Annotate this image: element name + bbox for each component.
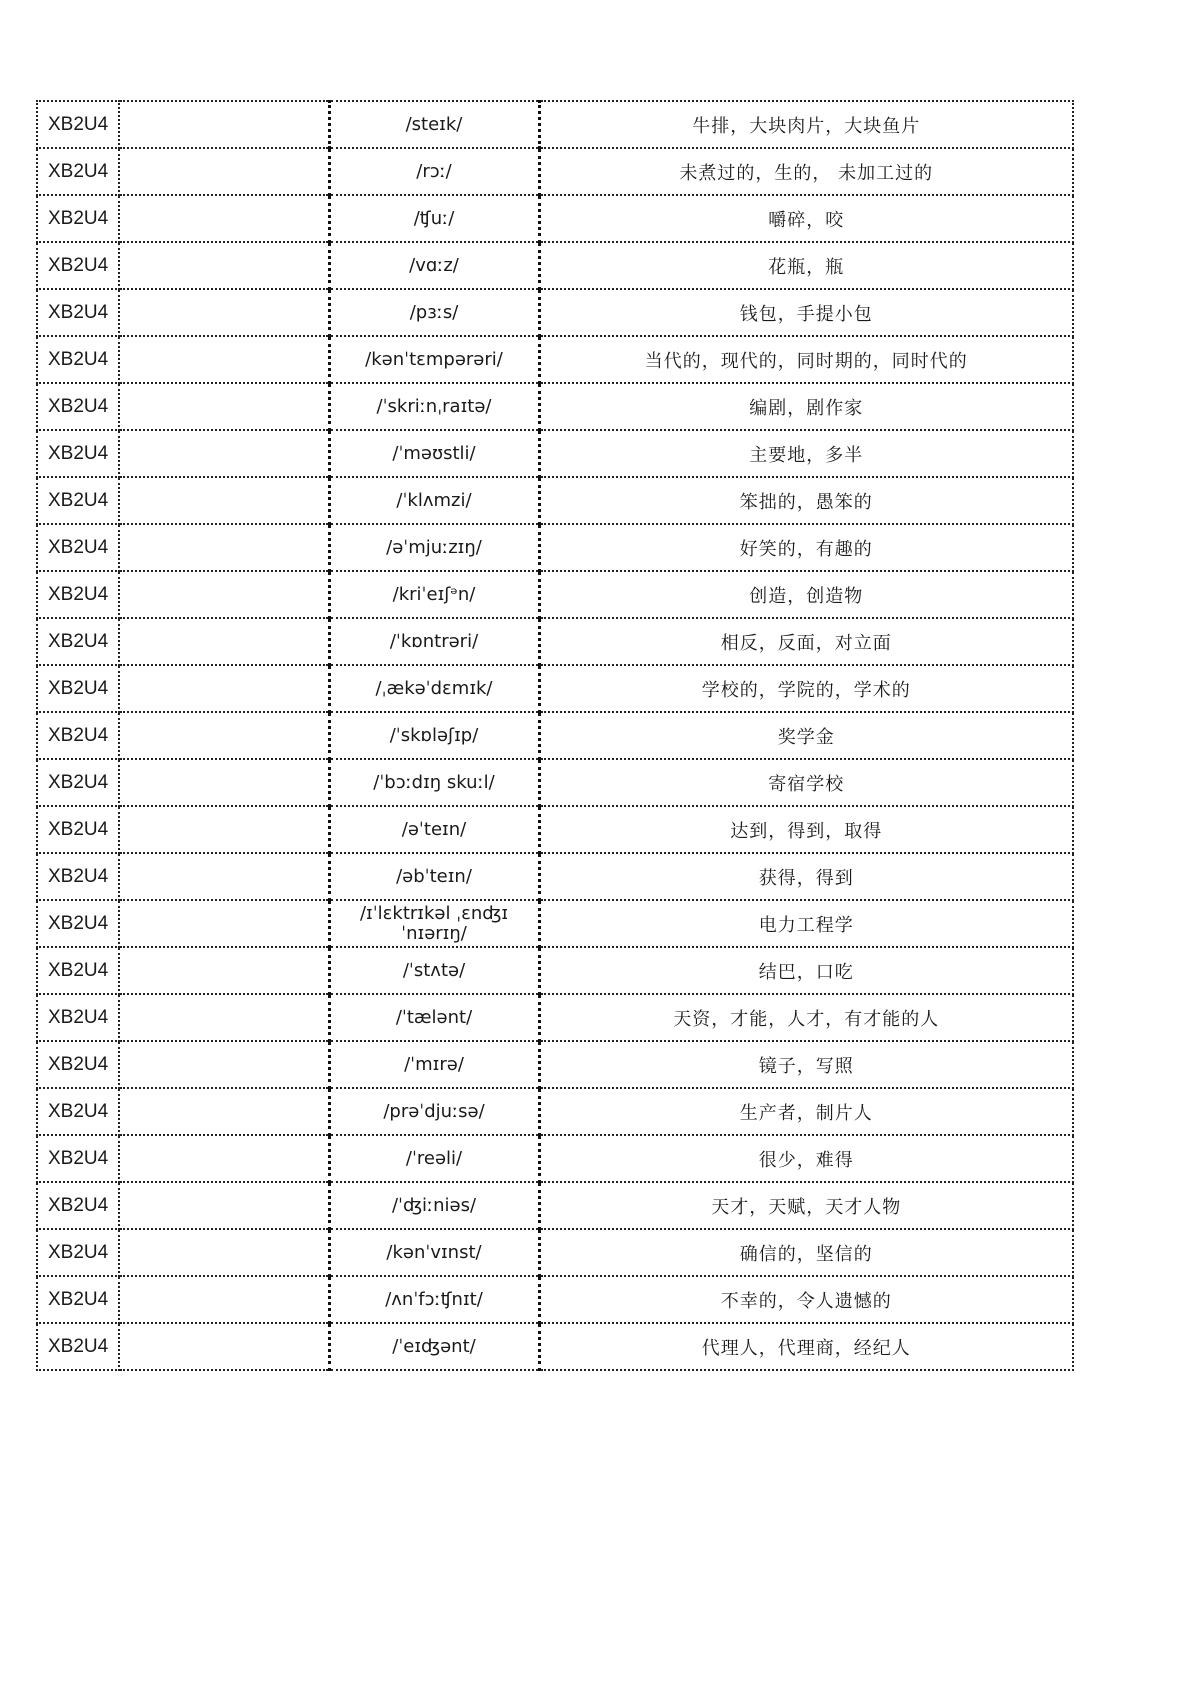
word-cell: [119, 148, 329, 195]
unit-code-cell: XB2U4: [37, 853, 119, 900]
table-row: [37, 101, 1073, 148]
table-row: [37, 430, 1073, 477]
meaning-cell: 生产者，制片人: [539, 1088, 1073, 1135]
vocabulary-table-body: [37, 101, 1073, 1370]
meaning-cell: 获得，得到: [539, 853, 1073, 900]
unit-code-cell: XB2U4: [37, 242, 119, 289]
meaning-cell: 确信的，坚信的: [539, 1229, 1073, 1276]
word-cell: [119, 712, 329, 759]
unit-code-cell: XB2U4: [37, 947, 119, 994]
phonetic-cell: /kriˈeɪʃᵊn/: [329, 571, 539, 618]
table-row: [37, 947, 1073, 994]
meaning-cell: 很少，难得: [539, 1135, 1073, 1182]
phonetic-cell: /ʌnˈfɔːʧnɪt/: [329, 1276, 539, 1323]
meaning-cell: 笨拙的，愚笨的: [539, 477, 1073, 524]
table-row: [37, 524, 1073, 571]
unit-code-cell: XB2U4: [37, 1229, 119, 1276]
phonetic-cell: /ˌækəˈdɛmɪk/: [329, 665, 539, 712]
word-cell: [119, 759, 329, 806]
phonetic-cell: /ˈklʌmzi/: [329, 477, 539, 524]
word-cell: [119, 1041, 329, 1088]
unit-code-cell: XB2U4: [37, 571, 119, 618]
meaning-cell: 奖学金: [539, 712, 1073, 759]
word-cell: [119, 524, 329, 571]
meaning-cell: 牛排，大块肉片，大块鱼片: [539, 101, 1073, 148]
table-row: [37, 1323, 1073, 1370]
unit-code-cell: XB2U4: [37, 477, 119, 524]
phonetic-cell: /ˈskriːnˌraɪtə/: [329, 383, 539, 430]
word-cell: [119, 806, 329, 853]
phonetic-cell: /ˈstʌtə/: [329, 947, 539, 994]
meaning-cell: 寄宿学校: [539, 759, 1073, 806]
unit-code-cell: XB2U4: [37, 524, 119, 571]
meaning-cell: 达到，得到，取得: [539, 806, 1073, 853]
meaning-cell: 不幸的，令人遗憾的: [539, 1276, 1073, 1323]
meaning-cell: 镜子，写照: [539, 1041, 1073, 1088]
table-row: [37, 665, 1073, 712]
unit-code-cell: XB2U4: [37, 1135, 119, 1182]
table-row: [37, 900, 1073, 947]
unit-code-cell: XB2U4: [37, 994, 119, 1041]
word-cell: [119, 430, 329, 477]
phonetic-cell: /ʧuː/: [329, 195, 539, 242]
phonetic-cell: /ˈməʊstli/: [329, 430, 539, 477]
word-cell: [119, 618, 329, 665]
phonetic-cell: /əˈteɪn/: [329, 806, 539, 853]
unit-code-cell: XB2U4: [37, 383, 119, 430]
word-cell: [119, 853, 329, 900]
unit-code-cell: XB2U4: [37, 1182, 119, 1229]
phonetic-cell: /ˈbɔːdɪŋ skuːl/: [329, 759, 539, 806]
table-row: [37, 336, 1073, 383]
phonetic-cell: /rɔː/: [329, 148, 539, 195]
word-cell: [119, 195, 329, 242]
table-row: [37, 571, 1073, 618]
phonetic-cell: /ˈreəli/: [329, 1135, 539, 1182]
phonetic-cell: /ɪˈlɛktrɪkəl ˌɛnʤɪˈnɪərɪŋ/: [329, 900, 539, 947]
unit-code-cell: XB2U4: [37, 1323, 119, 1370]
phonetic-cell: /kənˈtɛmpərəri/: [329, 336, 539, 383]
word-cell: [119, 289, 329, 336]
table-row: [37, 618, 1073, 665]
meaning-cell: 代理人，代理商，经纪人: [539, 1323, 1073, 1370]
table-row: [37, 712, 1073, 759]
unit-code-cell: XB2U4: [37, 101, 119, 148]
word-cell: [119, 994, 329, 1041]
meaning-cell: 当代的，现代的，同时期的，同时代的: [539, 336, 1073, 383]
word-cell: [119, 1323, 329, 1370]
table-row: [37, 994, 1073, 1041]
word-cell: [119, 665, 329, 712]
unit-code-cell: XB2U4: [37, 1088, 119, 1135]
meaning-cell: 电力工程学: [539, 900, 1073, 947]
meaning-cell: 钱包，手提小包: [539, 289, 1073, 336]
word-cell: [119, 336, 329, 383]
unit-code-cell: XB2U4: [37, 665, 119, 712]
table-row: [37, 1276, 1073, 1323]
phonetic-cell: /vɑːz/: [329, 242, 539, 289]
meaning-cell: 结巴，口吃: [539, 947, 1073, 994]
table-row: [37, 148, 1073, 195]
meaning-cell: 嚼碎，咬: [539, 195, 1073, 242]
word-cell: [119, 1276, 329, 1323]
table-row: [37, 477, 1073, 524]
table-row: [37, 1229, 1073, 1276]
word-cell: [119, 477, 329, 524]
phonetic-cell: /ˈmɪrə/: [329, 1041, 539, 1088]
meaning-cell: 创造，创造物: [539, 571, 1073, 618]
word-cell: [119, 900, 329, 947]
meaning-cell: 天资，才能，人才，有才能的人: [539, 994, 1073, 1041]
phonetic-cell: /əˈmjuːzɪŋ/: [329, 524, 539, 571]
table-row: [37, 289, 1073, 336]
meaning-cell: 花瓶，瓶: [539, 242, 1073, 289]
unit-code-cell: XB2U4: [37, 148, 119, 195]
table-row: [37, 1041, 1073, 1088]
unit-code-cell: XB2U4: [37, 1041, 119, 1088]
meaning-cell: 编剧，剧作家: [539, 383, 1073, 430]
phonetic-cell: /ˈskɒləʃɪp/: [329, 712, 539, 759]
vocabulary-sheet: [36, 100, 1072, 1371]
meaning-cell: 学校的，学院的，学术的: [539, 665, 1073, 712]
phonetic-cell: /əbˈteɪn/: [329, 853, 539, 900]
table-row: [37, 1088, 1073, 1135]
unit-code-cell: XB2U4: [37, 195, 119, 242]
table-row: [37, 806, 1073, 853]
phonetic-cell: /steɪk/: [329, 101, 539, 148]
unit-code-cell: XB2U4: [37, 618, 119, 665]
unit-code-cell: XB2U4: [37, 712, 119, 759]
meaning-cell: 天才，天赋，天才人物: [539, 1182, 1073, 1229]
phonetic-cell: /ˈtælənt/: [329, 994, 539, 1041]
vocabulary-table: [36, 100, 1074, 1371]
word-cell: [119, 1135, 329, 1182]
word-cell: [119, 1229, 329, 1276]
meaning-cell: 未煮过的，生的， 未加工过的: [539, 148, 1073, 195]
unit-code-cell: XB2U4: [37, 1276, 119, 1323]
table-row: [37, 383, 1073, 430]
word-cell: [119, 242, 329, 289]
phonetic-cell: /ˈkɒntrəri/: [329, 618, 539, 665]
table-row: [37, 853, 1073, 900]
phonetic-cell: /prəˈdjuːsə/: [329, 1088, 539, 1135]
unit-code-cell: XB2U4: [37, 336, 119, 383]
phonetic-cell: /ˈeɪʤənt/: [329, 1323, 539, 1370]
phonetic-cell: /kənˈvɪnst/: [329, 1229, 539, 1276]
phonetic-cell: /ˈʤiːniəs/: [329, 1182, 539, 1229]
phonetic-cell: /pɜːs/: [329, 289, 539, 336]
meaning-cell: 主要地，多半: [539, 430, 1073, 477]
unit-code-cell: XB2U4: [37, 289, 119, 336]
meaning-cell: 好笑的，有趣的: [539, 524, 1073, 571]
word-cell: [119, 101, 329, 148]
word-cell: [119, 571, 329, 618]
word-cell: [119, 1088, 329, 1135]
word-cell: [119, 1182, 329, 1229]
unit-code-cell: XB2U4: [37, 759, 119, 806]
table-row: [37, 242, 1073, 289]
unit-code-cell: XB2U4: [37, 806, 119, 853]
unit-code-cell: XB2U4: [37, 430, 119, 477]
word-cell: [119, 383, 329, 430]
word-cell: [119, 947, 329, 994]
table-row: [37, 195, 1073, 242]
table-row: [37, 1135, 1073, 1182]
table-row: [37, 759, 1073, 806]
table-row: [37, 1182, 1073, 1229]
unit-code-cell: XB2U4: [37, 900, 119, 947]
meaning-cell: 相反，反面，对立面: [539, 618, 1073, 665]
